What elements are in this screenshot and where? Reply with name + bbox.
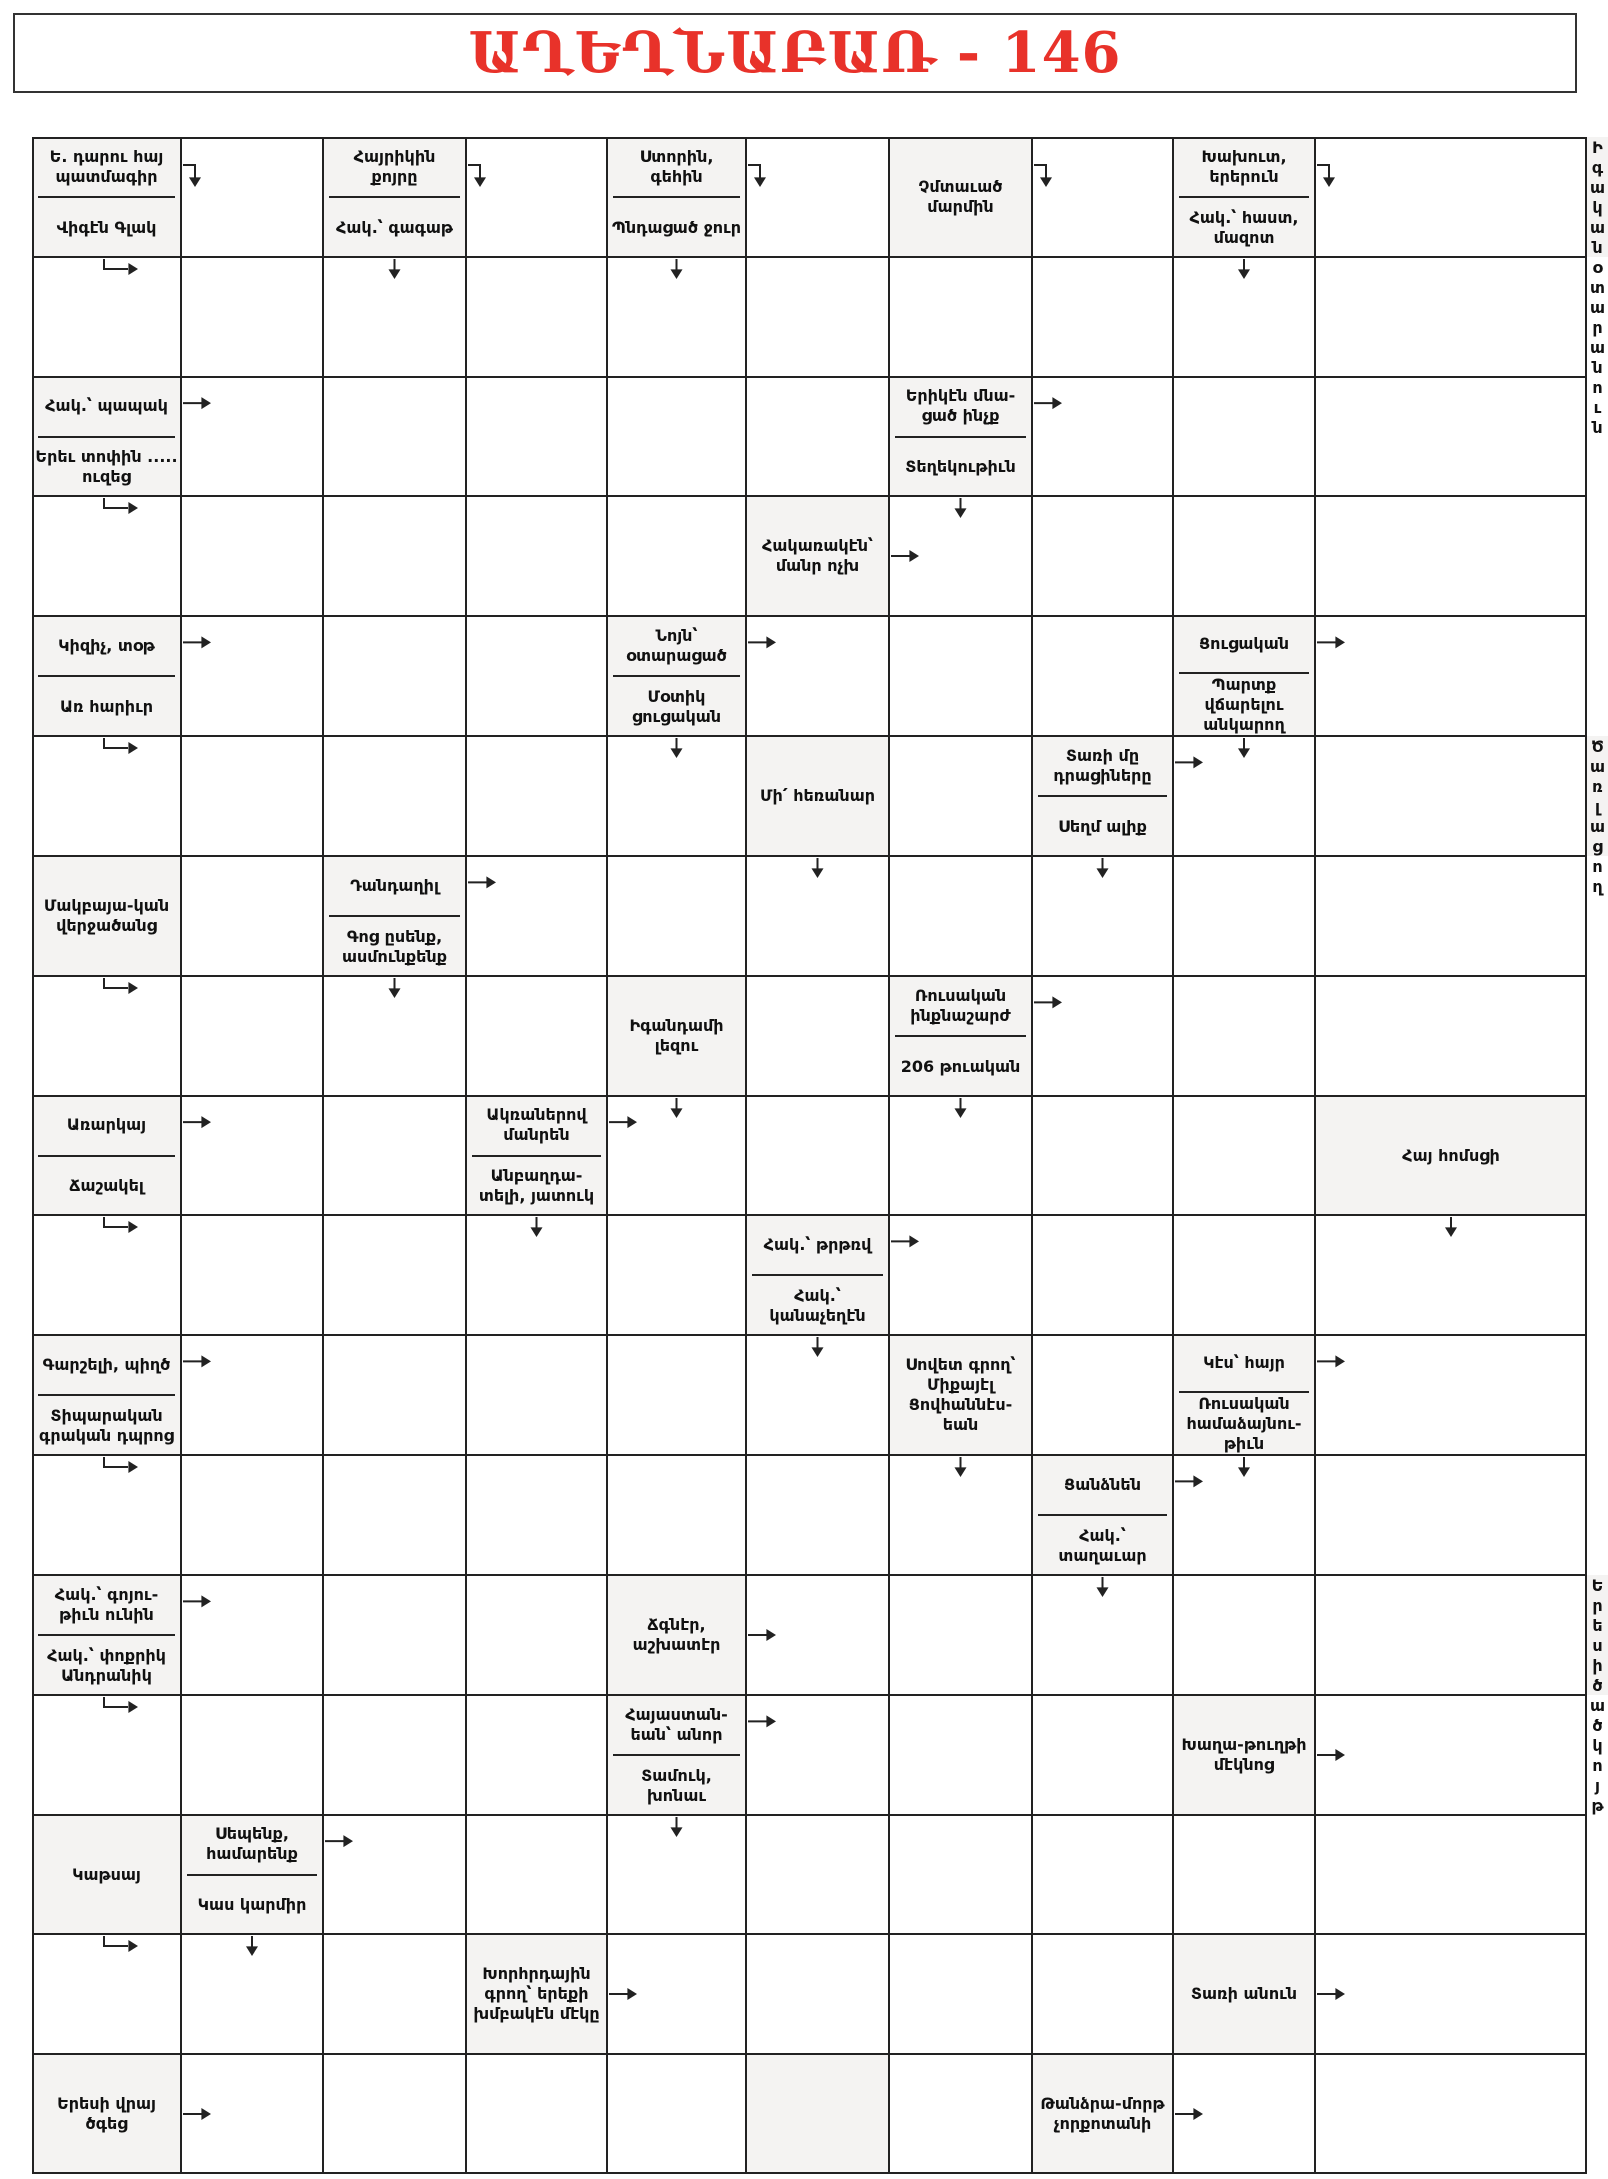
- clue-text: Հայրիկին քոյրը: [329, 137, 460, 198]
- clue-text: Կաս կարմիր: [197, 1894, 307, 1914]
- clue-arrow-down: [389, 978, 401, 998]
- clue-text: Պարտք վճարելու անկարող: [1203, 675, 1285, 734]
- clue-text: Դանդաղիլ: [329, 856, 460, 917]
- clue-text: Հակ.՝ տաղաւար: [1058, 1525, 1147, 1565]
- clue-arrow-right: [609, 1988, 637, 2000]
- clue-arrow-right: [1175, 2108, 1203, 2120]
- clue-arrow-right: [1034, 397, 1062, 409]
- clue-text: Գոց ըսենք, ասմունքենք: [341, 926, 448, 966]
- clue-arrow-down: [1238, 259, 1250, 279]
- clue-text: Հակ.՝ պապակ: [38, 377, 175, 438]
- clue-arrow-down-right: [104, 1457, 138, 1473]
- clue-text: Հակ.՝ փոքրիկ Անդրանիկ: [47, 1645, 166, 1685]
- clue-arrow-right: [325, 1835, 353, 1847]
- clue-arrow-right: [468, 876, 496, 888]
- clue-arrow-right: [1034, 996, 1062, 1008]
- clue-arrow-right: [1317, 1355, 1345, 1367]
- crossword-grid: [32, 137, 1606, 2174]
- clue-text: Խախուտ, երերուն: [1179, 137, 1309, 198]
- clue-text: Տամուկ, խոնաւ: [641, 1765, 712, 1805]
- clue-arrow-right: [891, 1235, 919, 1247]
- clue-arrow-down: [955, 1098, 967, 1118]
- clue-text: Ցանձնեն: [1038, 1455, 1167, 1516]
- clue-text: Չմտաւած մարմին: [918, 177, 1003, 216]
- clue-text: 206 թուական: [900, 1056, 1021, 1076]
- clue-text: Մի՛ հեռանար: [759, 786, 876, 805]
- clue-text: Անբաղդա-տելի, յատուկ: [478, 1165, 595, 1205]
- clue-text: Հակ.՝ թրթռվ: [752, 1215, 883, 1276]
- clue-arrow-right: [748, 1629, 776, 1641]
- clue-arrow-down: [1097, 858, 1109, 878]
- clue-cell: [1587, 1575, 1608, 1815]
- clue-arrow-down: [246, 1936, 258, 1956]
- clue-text: Հակ.՝ գոյու-թիւն ունին: [38, 1575, 175, 1636]
- clue-arrow-right: [183, 1355, 211, 1367]
- clue-arrow-down-right: [104, 1697, 138, 1713]
- clue-text: Կաթսայ: [72, 1864, 141, 1884]
- clue-text: Երեւ տոփին ..... ուզեց: [35, 446, 178, 486]
- clue-arrow-right-down: [468, 165, 486, 187]
- clue-arrow-down: [1238, 1457, 1250, 1477]
- clue-text: Սովետ գրող՝ Միքայէլ Ցովհաննէս-եան: [905, 1355, 1016, 1434]
- clue-text: Սեպենք, համարենք: [187, 1815, 317, 1876]
- puzzle-title-box: [13, 13, 1577, 93]
- clue-arrow-right: [183, 1116, 211, 1128]
- clue-text: Մօտիկ ցուցական: [631, 686, 722, 726]
- clue-arrow-down: [1097, 1577, 1109, 1597]
- clue-text: Տառի անուն: [1190, 1984, 1298, 2003]
- clue-arrow-right: [183, 2108, 211, 2120]
- clue-arrow-right: [1317, 1749, 1345, 1761]
- clue-arrow-right: [609, 1116, 637, 1128]
- clue-text: Հակառակէն՝ մանր ոչխ: [761, 536, 873, 575]
- clue-arrow-right-down: [1034, 165, 1052, 187]
- clue-text: Երիկէն մնա-ցած ինչք: [895, 377, 1026, 438]
- clue-text: Առարկայ: [38, 1096, 175, 1157]
- clue-arrow-down-right: [104, 259, 138, 275]
- grid-lines: [32, 137, 1587, 2174]
- clue-arrow-right: [748, 636, 776, 648]
- clue-text: Հայ հոմսցի: [1402, 1145, 1500, 1165]
- clue-text: Ե. դարու հայ պատմագիր: [38, 137, 175, 198]
- clue-arrow-down: [389, 259, 401, 279]
- clue-text: Իգական օտար անուն: [1590, 138, 1606, 437]
- clue-text: Նոյն՝ օտարացած: [613, 616, 740, 677]
- clue-cell: [1587, 736, 1608, 896]
- clue-arrow-right-down: [748, 165, 766, 187]
- clue-arrow-down: [812, 1337, 824, 1357]
- puzzle-title: ԱՂԵՂՆԱԲԱՌ - 146: [468, 20, 1122, 86]
- clue-arrow-down: [955, 1457, 967, 1477]
- clue-arrow-down: [671, 1098, 683, 1118]
- clue-arrow-down: [812, 858, 824, 878]
- clue-text: Գարշելի, պիղծ: [38, 1335, 175, 1396]
- clue-text: Խաղա-թուղթի մէկնոց: [1181, 1735, 1307, 1774]
- clue-arrow-right: [748, 1715, 776, 1727]
- clue-text: Ցուցական: [1179, 616, 1309, 674]
- clue-arrow-right: [1317, 1988, 1345, 2000]
- clue-text: Հակ.՝ հաստ, մազոտ: [1189, 207, 1299, 247]
- clue-text: Կէս՝ հայր: [1179, 1335, 1309, 1393]
- clue-text: Ռուսական ինքնաշարժ: [895, 976, 1026, 1037]
- clue-text: Պնդացած ջուր: [612, 217, 741, 237]
- clue-arrow-down-right: [104, 1936, 138, 1952]
- clue-arrow-down-right: [104, 978, 138, 994]
- clue-text: Հայաստան-եան՝ անոր: [613, 1695, 740, 1756]
- clue-arrow-down: [671, 1817, 683, 1837]
- clue-arrow-down: [955, 498, 967, 518]
- clue-text: Սեղմ ալիք: [1058, 816, 1147, 836]
- clue-arrow-right: [183, 397, 211, 409]
- clue-text: Առ հարիւր: [59, 696, 154, 716]
- clue-text: Խորհրդային գրող՝ երեքի խմբակէն մէկը: [473, 1964, 600, 2023]
- clue-text: Ճաշակել: [69, 1175, 144, 1195]
- clue-arrow-right-down: [183, 165, 201, 187]
- clue-arrow-down-right: [104, 1217, 138, 1233]
- clue-arrow-down: [1238, 738, 1250, 758]
- clue-text: Կիզիչ, տօթ: [38, 616, 175, 677]
- clue-text: Տիպարական գրական դպրոց: [39, 1405, 174, 1445]
- clue-text: Ճգնէր, աշխատէր: [632, 1615, 721, 1654]
- clue-text: Թանձրա-մորթ չորքոտանի: [1040, 2094, 1165, 2133]
- clue-arrow-right: [183, 636, 211, 648]
- clue-text: Մակբայա-կան վերջածանց: [43, 896, 170, 935]
- clue-text: Իգանդամի լեզու: [629, 1016, 724, 1055]
- clue-text: Ստորին, գեհին: [613, 137, 740, 198]
- clue-arrow-down-right: [104, 498, 138, 514]
- clue-arrow-down: [1445, 1217, 1457, 1237]
- clue-text: Ակռաներով մանրեն: [472, 1096, 601, 1157]
- clue-text: Տեղեկութիւն: [905, 456, 1016, 476]
- clue-text: Ռուսական համաձայնու-թիւն: [1186, 1394, 1302, 1453]
- clue-arrow-down: [671, 738, 683, 758]
- clue-arrow-down: [531, 1217, 543, 1237]
- clue-arrow-right: [183, 1595, 211, 1607]
- clue-text: Ծառ լացող: [1590, 737, 1606, 896]
- clue-arrow-right: [891, 550, 919, 562]
- clue-text: Վիգէն Գլակ: [56, 217, 157, 237]
- clue-text: Հակ.՝ կանաչեղէն: [769, 1285, 866, 1325]
- clue-text: Հակ.՝ գագաթ: [335, 217, 454, 237]
- clue-arrow-down-right: [104, 738, 138, 754]
- clue-text: Երեսի ծածկոյթ: [1590, 1576, 1606, 1815]
- clue-arrow-down: [671, 259, 683, 279]
- clue-arrow-right-down: [1317, 165, 1335, 187]
- clue-text: Տառի մը դրացիները: [1038, 736, 1167, 797]
- clue-cell: [1587, 137, 1608, 437]
- clue-arrow-right: [1317, 636, 1345, 648]
- clue-text: Երեսի վրայ ծգեց: [57, 2094, 156, 2133]
- clue-arrow-right: [1175, 756, 1203, 768]
- clue-arrow-right: [1175, 1475, 1203, 1487]
